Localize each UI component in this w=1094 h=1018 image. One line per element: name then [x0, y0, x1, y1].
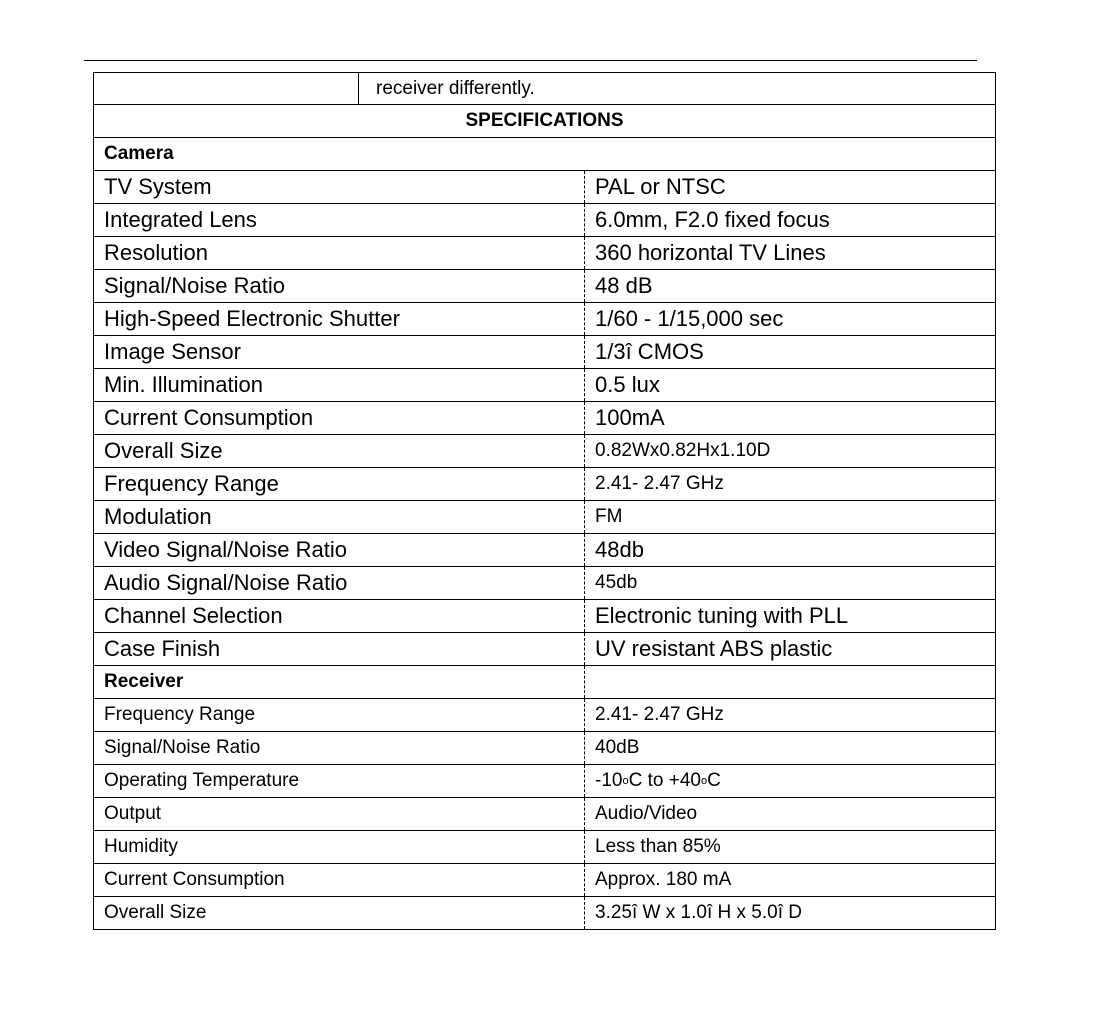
spec-value: 2.41- 2.47 GHz — [584, 699, 995, 731]
table-row — [93, 501, 996, 534]
spec-value: Less than 85% — [584, 831, 995, 863]
table-row — [93, 402, 996, 435]
section-title: Camera — [104, 143, 174, 164]
spec-label: Integrated Lens — [104, 207, 257, 232]
spec-value: FM — [584, 501, 995, 533]
table-row — [93, 831, 996, 864]
spec-label: Audio Signal/Noise Ratio — [104, 570, 348, 595]
spec-value: 40dB — [584, 732, 995, 764]
table-row — [93, 798, 996, 831]
spec-value: 100mA — [584, 402, 995, 434]
table-row — [93, 336, 996, 369]
continuation-text: receiver differently. — [376, 77, 535, 99]
spec-label: Case Finish — [104, 636, 221, 661]
spec-label: Output — [104, 803, 162, 824]
spec-label: Current Consumption — [104, 869, 285, 890]
spec-value: 2.41- 2.47 GHz — [584, 468, 995, 500]
table-row — [93, 765, 996, 798]
spec-label: Channel Selection — [104, 603, 283, 628]
spec-label: Resolution — [104, 240, 208, 265]
table-row — [93, 171, 996, 204]
table-row — [93, 468, 996, 501]
spec-label: Overall Size — [104, 438, 223, 463]
spec-label: TV System — [104, 174, 212, 199]
table-row — [93, 699, 996, 732]
spec-label: High-Speed Electronic Shutter — [104, 306, 400, 331]
spec-value: 6.0mm, F2.0 fixed focus — [584, 204, 995, 236]
table-row — [93, 435, 996, 468]
table-row — [93, 897, 996, 930]
spec-value: 45db — [584, 567, 995, 599]
spec-value: Audio/Video — [584, 798, 995, 830]
table-row — [93, 567, 996, 600]
section-title: Receiver — [104, 671, 184, 692]
spec-label: Operating Temperature — [104, 770, 300, 791]
continuation-empty-cell — [94, 73, 359, 104]
spec-value: UV resistant ABS plastic — [584, 633, 995, 665]
spec-label: Video Signal/Noise Ratio — [104, 537, 347, 562]
spec-value: 3.25î W x 1.0î H x 5.0î D — [584, 897, 995, 929]
table-row — [93, 270, 996, 303]
table-row — [93, 369, 996, 402]
spec-value: 0.5 lux — [584, 369, 995, 401]
table-title-row — [93, 105, 996, 138]
table-row — [93, 237, 996, 270]
temp-min-value: -10 — [595, 770, 623, 791]
spec-label: Frequency Range — [104, 471, 279, 496]
continuation-row — [93, 72, 996, 105]
spec-value: PAL or NTSC — [584, 171, 995, 203]
degree-symbol: o — [700, 775, 708, 787]
table-row — [93, 600, 996, 633]
empty-cell — [584, 666, 995, 698]
spec-value: 1/60 - 1/15,000 sec — [584, 303, 995, 335]
specifications-table — [93, 72, 996, 930]
spec-label: Frequency Range — [104, 704, 256, 725]
spec-value: Electronic tuning with PLL — [584, 600, 995, 632]
table-row — [93, 204, 996, 237]
table-row — [93, 534, 996, 567]
section-header-receiver — [93, 666, 996, 699]
spec-label: Overall Size — [104, 902, 207, 923]
spec-label: Image Sensor — [104, 339, 241, 364]
spec-value: 48db — [584, 534, 995, 566]
spec-label: Min. Illumination — [104, 372, 263, 397]
table-row — [93, 633, 996, 666]
table-row — [93, 732, 996, 765]
table-row — [93, 864, 996, 897]
spec-value: 1/3î CMOS — [584, 336, 995, 368]
table-title: SPECIFICATIONS — [465, 110, 624, 131]
degree-symbol: o — [622, 775, 629, 787]
header-rule — [84, 60, 977, 61]
spec-value: 48 dB — [584, 270, 995, 302]
temp-range-text: C to +40 — [628, 770, 701, 791]
table-row — [93, 303, 996, 336]
spec-value — [584, 765, 995, 797]
spec-label: Humidity — [104, 836, 178, 857]
spec-label: Signal/Noise Ratio — [104, 737, 261, 758]
spec-label: Signal/Noise Ratio — [104, 273, 285, 298]
temp-unit: C — [707, 770, 721, 791]
section-header-camera — [93, 138, 996, 171]
spec-value: 360 horizontal TV Lines — [584, 237, 995, 269]
spec-value: 0.82Wx0.82Hx1.10D — [584, 435, 995, 467]
spec-label: Current Consumption — [104, 405, 314, 430]
spec-value: Approx. 180 mA — [584, 864, 995, 896]
spec-label: Modulation — [104, 504, 212, 529]
